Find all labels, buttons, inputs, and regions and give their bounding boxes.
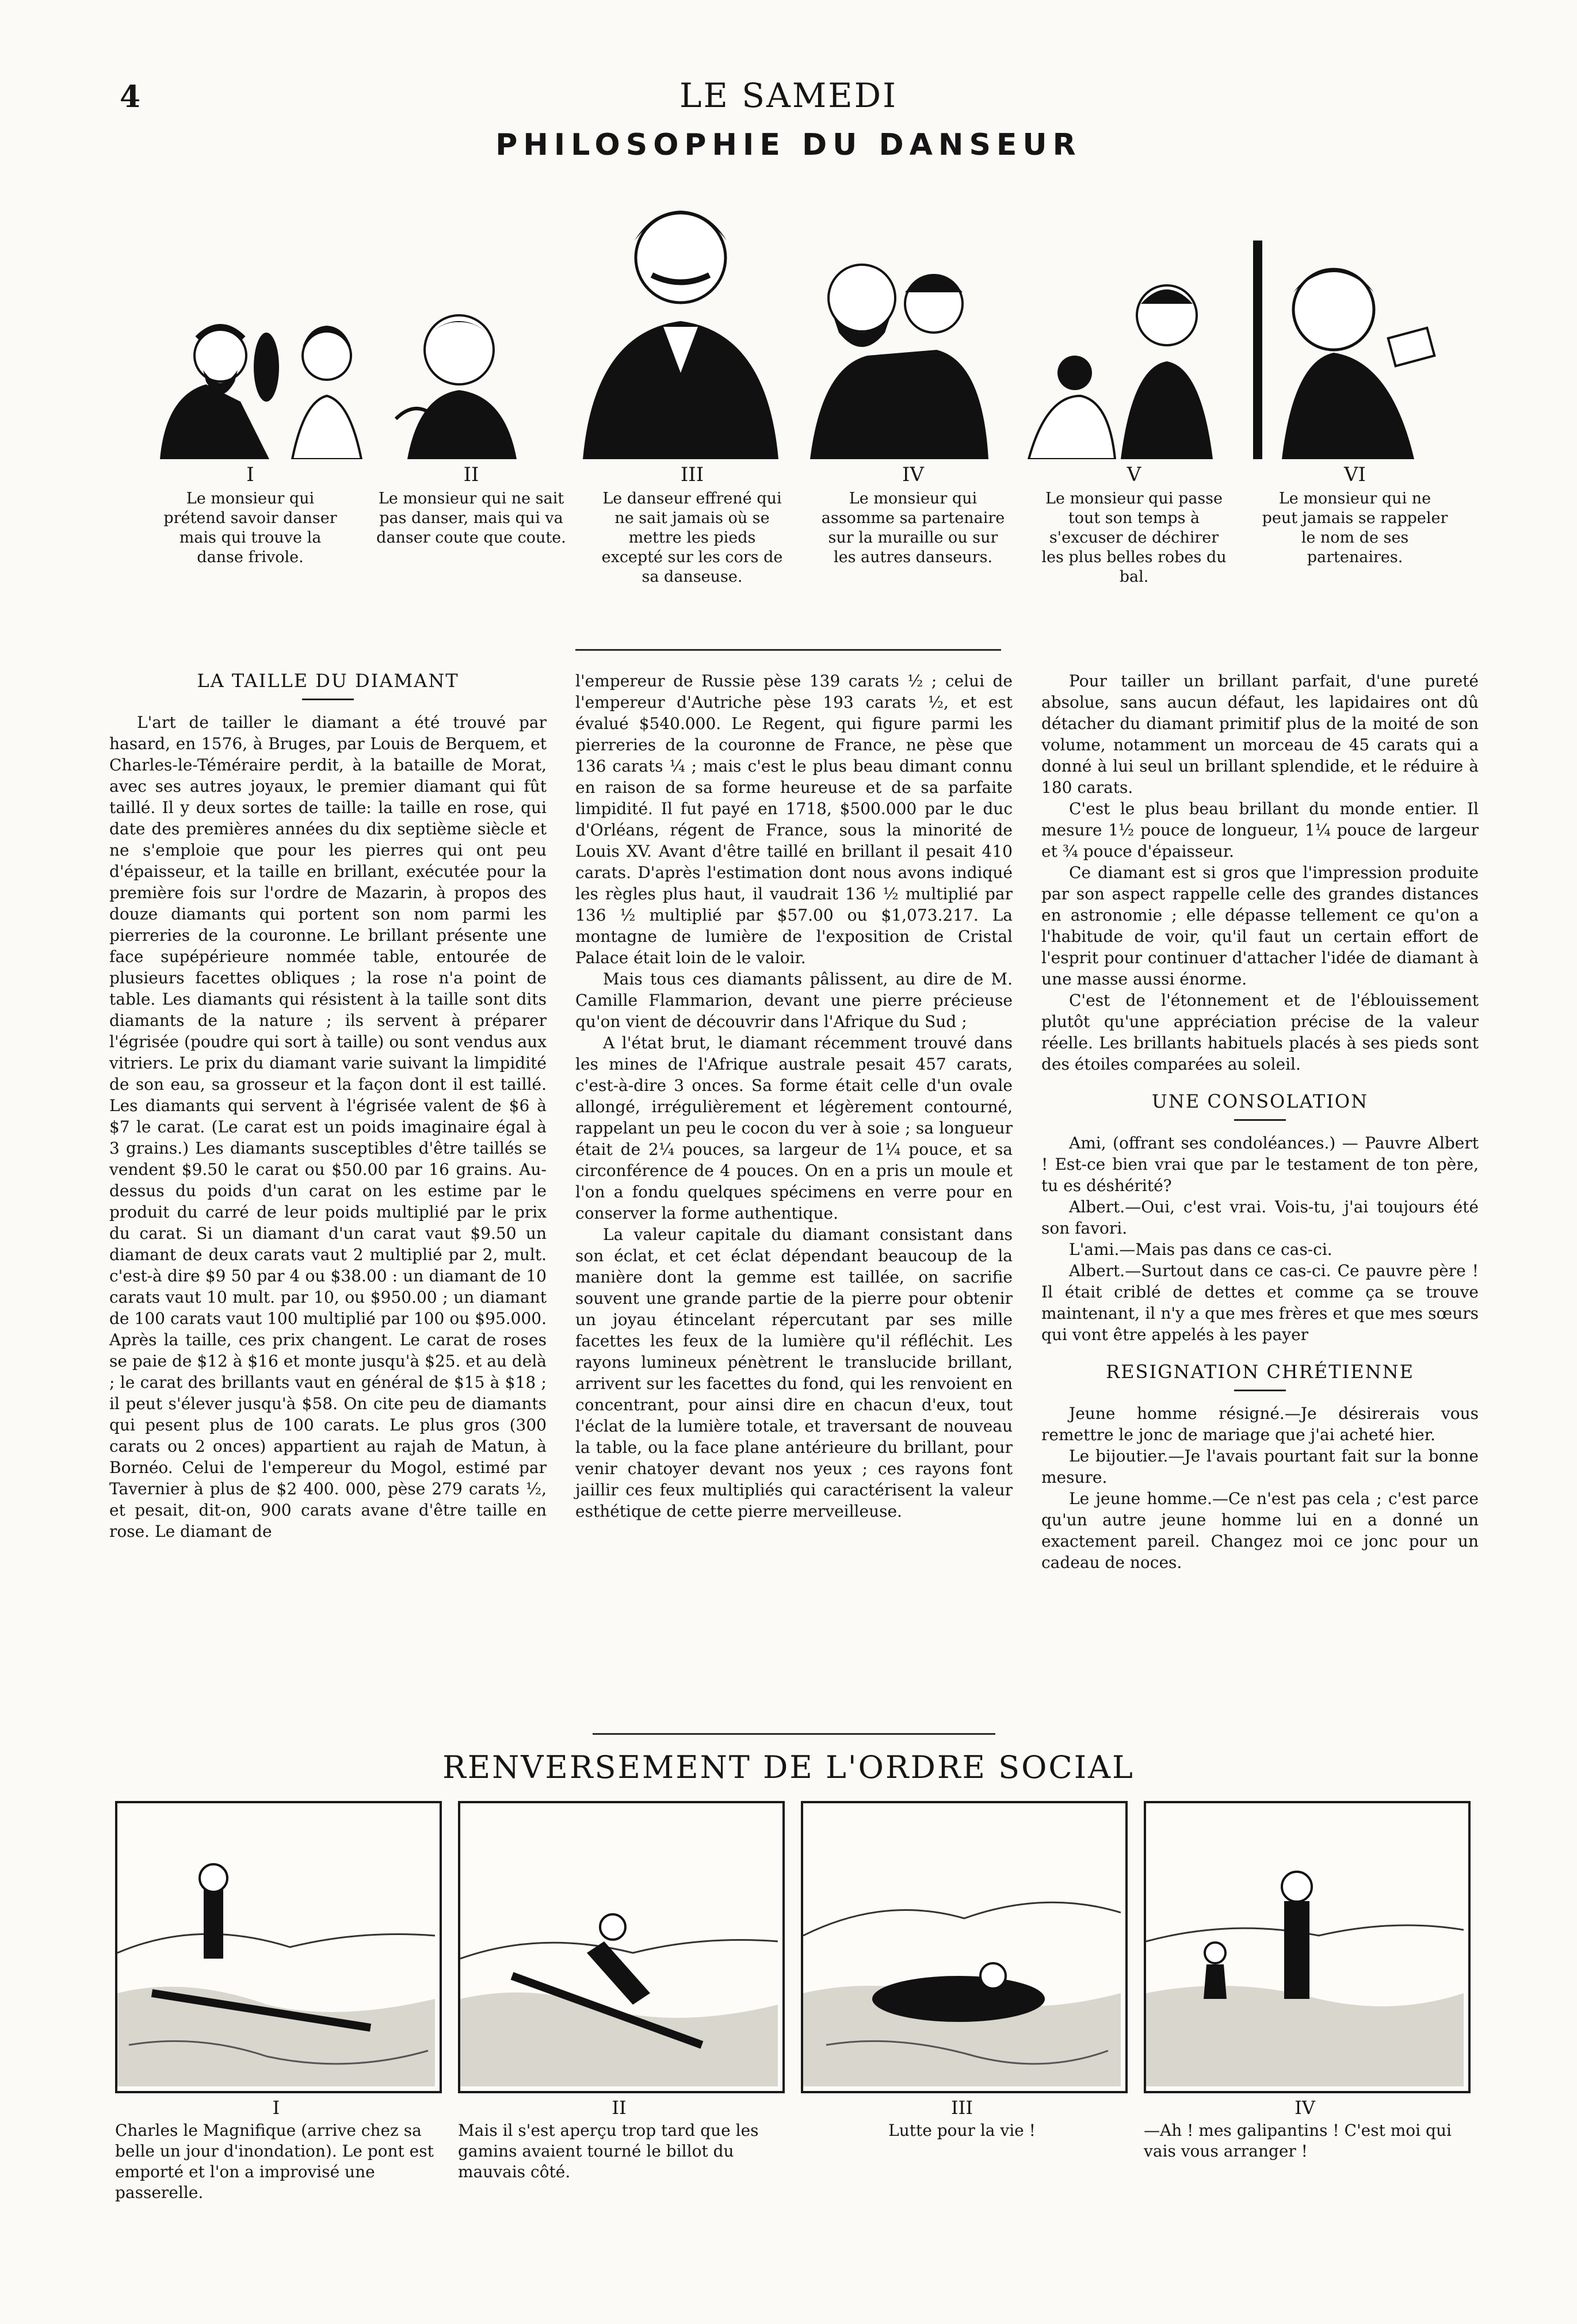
dialogue-line: Le bijoutier.—Je l'avais pourtant fait sur la bonne mesure. (1041, 1447, 1479, 1487)
caption-numeral: II (463, 463, 479, 486)
caption-numeral: II (612, 2097, 627, 2119)
resignation-heading: RESIGNATION CHRÉTIENNE (1106, 1361, 1414, 1383)
panel-caption-2 (458, 2097, 780, 2182)
caption-numeral: III (680, 463, 704, 486)
section-rule (593, 1733, 995, 1735)
caption-text: —Ah ! mes galipantins ! C'est moi qui vais vous arranger ! (1144, 2121, 1452, 2161)
dancer-figure-6 (1247, 229, 1449, 459)
dancer-figure-1 (154, 269, 384, 459)
dialogue-line: L'ami.—Mais pas dans ce cas-ci. (1069, 1240, 1332, 1259)
dialogue-line: Jeune homme résigné.—Je désirerais vous remettre le jonc de mariage que j'ai acheté hier. (1041, 1404, 1479, 1444)
caption-numeral: I (272, 2097, 280, 2119)
article-paragraph: l'empereur de Russie pèse 139 carats ½ ; celui de l'empereur d'Autriche pèse 193 carats ½, et est évalué $540.000. Le Regent, qui figure parmi les pierreries de la couronne de France, ne pèse que 136 carats ¼ ; mais c'est le plus beau dimant connu en raison de sa forme heureuse et de sa parfaite limpidité. Il fut payé en 1718, $500.000 par le duc d'Orléans, régent de France, sous la minorité de Louis XV. Avant d'être taillé en brillant il pesait 410 carats. D'après l'estimation dont nous avons indiqué les règles plus haut, il vaudrait 136 ½ multiplié par 136 ½ multiplié par $57.00 ou $1,073.217. La montagne de lumière de l'exposition de Cristal Palace était loin de le valoir. (575, 671, 1013, 967)
heading-rule (1234, 1390, 1286, 1391)
article-paragraph: Ce diamant est si gros que l'impression produite par son aspect rappelle celle des grandes distances en astronomie ; elle dépasse tellement ce qu'on a l'habitude de voir, qu'il faut un certain effort de l'esprit pour continuer d'attacher l'idée de diamant à une masse aussi énorme. (1041, 863, 1479, 989)
article-column-1 (109, 670, 547, 1542)
caption-text: Le monsieur qui ne peut jamais se rappeler le nom de ses partenaires. (1262, 490, 1448, 566)
comic-panel-3 (801, 1801, 1128, 2093)
panel-caption-4 (1144, 2097, 1466, 2162)
panel-illustration-1 (117, 1803, 435, 2086)
danseur-captions (155, 465, 1450, 638)
caption-numeral: V (1127, 463, 1141, 486)
comic-panel-1 (115, 1801, 442, 2093)
caption-text: Charles le Magnifique (arrive chez sa belle un jour d'inondation). Le pont est emporté et l'on a improvisé une passerelle. (115, 2121, 434, 2202)
danseur-caption-1 (155, 465, 345, 567)
caption-text: Le danseur effrené qui ne sait jamais où se mettre les pieds excepté sur les cors de sa danseuse. (601, 490, 783, 586)
dancer-figure-2 (373, 287, 563, 459)
danseur-caption-3 (597, 465, 787, 587)
dialogue-line: Le jeune homme.—Ce n'est pas cela ; c'est parce qu'un autre jeune homme lui en a donné un exactement pareil. Changez moi ce jonc pour un cadeau de noces. (1041, 1489, 1479, 1572)
caption-text: Le monsieur qui passe tout son temps à s'excuser de déchirer les plus belles robes du bal. (1041, 490, 1227, 586)
dialogue-line: Albert.—Oui, c'est vrai. Vois-tu, j'ai toujours été son favori. (1041, 1197, 1479, 1238)
panel-illustration-2 (460, 1803, 778, 2086)
caption-numeral: III (951, 2097, 973, 2119)
masthead: LE SAMEDI (679, 76, 898, 115)
caption-numeral: IV (1295, 2097, 1315, 2119)
heading-rule (302, 699, 354, 700)
panel-caption-1 (115, 2097, 437, 2203)
article-paragraph: La valeur capitale du diamant consistant dans son éclat, et cet éclat dépendant beaucoup de la manière dont la gemme est taillée, on sacrifie souvent une grande partie de la pierre pour obtenir un joyau étincelant répercutant par ses mille facettes les feux de la lumière qu'il réfléchit. Les rayons lumineux pénètrent le translucide brillant, arrivent sur les facettes du fond, qui les renvoient en concentrant, pour ainsi dire en chacun d'eux, tout l'éclat de la lumière totale, et traversant de nouveau la table, ou la face plane antérieure du brillant, pour venir chatoyer devant nos yeux ; ces rayons font jaillir ces feux multipliés qui caractérisent la valeur esthétique de cette pierre merveilleuse. (575, 1225, 1013, 1521)
caption-text: Lutte pour la vie ! (888, 2121, 1036, 2140)
caption-text: Mais il s'est aperçu trop tard que les gamins avaient tourné le billot du mauvais côté. (458, 2121, 759, 2181)
caption-text: Le monsieur qui ne sait pas danser, mais qui va danser coute que coute. (376, 490, 566, 547)
caption-numeral: VI (1344, 463, 1366, 486)
dancer-figure-5 (1006, 252, 1236, 459)
danseur-caption-5 (1039, 465, 1229, 587)
page-number: 4 (120, 79, 141, 115)
renversement-title: RENVERSEMENT DE L'ORDRE SOCIAL (442, 1749, 1135, 1785)
column-rule (575, 649, 1001, 651)
danseur-caption-2 (376, 465, 566, 548)
article-paragraph: C'est le plus beau brillant du monde entier. Il mesure 1½ pouce de longueur, 1¼ pouce de largeur et ¾ pouce d'épaisseur. (1041, 799, 1479, 861)
article-paragraph: A l'état brut, le diamant récemment trouvé dans les mines de l'Afrique australe pesait 457 carats, c'est-à-dire 3 onces. Sa forme était celle d'un ovale allongé, irrégulièrement et légèrement contourné, rappelant un peu le cocon du ver à soie ; sa longueur était de 2¼ pouces, sa largeur de 1¼ pouce, et sa circonférence de 4 pouces. On en a pris un moule et l'on a fondu quelques spécimens en verre pour en conserver la forme authentique. (575, 1033, 1013, 1223)
caption-numeral: IV (902, 463, 924, 486)
article-paragraph: L'art de tailler le diamant a été trouvé par hasard, en 1576, à Bruges, par Louis de Berquem, et Charles-le-Téméraire perdit, à la bataille de Morat, avec ses autres joyaux, le premier diamant qui fût taillé. Il y deux sortes de taille: la taille en rose, qui date des premières années du dix septième siècle et ne s'emploie que pour les pierres qui ont peu d'épaisseur, et la taille en brillant, exécutée pour la première fois sur l'ordre de Mazarin, à propos des douze diamants qui portent son nom parmi les pierreries de la couronne. Le brillant présente une face supépérieure nommée table, entourée de plusieurs facettes obliques ; la rose n'a point de table. Les diamants qui résistent à la taille sont dits diamants de la nature ; ils servent à préparer l'égrisée (poudre qui sort à taille) ou sont vendus aux vitriers. Le prix du diamant varie suivant la limpidité de son eau, sa grosseur et la façon dont il est taillé. Les diamants qui servent à l'égrisée valent de $6 à $7 le carat. (Le carat est un poids imaginaire égal à 3 grains.) Les diamants susceptibles d'être taillés se vendent $9.50 le carat ou $50.00 par 16 grains. Au-dessus du poids d'un carat on les estime par le produit du carré de leur poids multiplié par le prix du carat. Si un diamant d'un carat vaut $9.50 un diamant de deux carats vaut 2 multiplié par 2, mult. c'est-à dire $9 50 par 4 ou $38.00 : un diamant de 10 carats vaut 10 mult. par 10, ou $950.00 ; un diamant de 100 carats vaut 100 multiplié par 100 ou $95.000. Après la taille, ces prix changent. Le carat de roses se paie de $12 à $16 et monte jusqu'à $25. et au delà ; le carat des brillants vaut en général de $15 à $18 ; il peut s'élever jusqu'à $58. On cite peu de diamants qui pesent plus de 100 carats. Le plus gros (300 carats ou 2 onces) appartient au rajah de Matun, à Bornéo. Celui de l'empereur du Mogol, estimé par Tavernier à plus de $2 400. 000, pèse 279 carats ½, et pesait, dit-on, 900 carats avane d'être taille en rose. Le diamant de (109, 713, 547, 1541)
consolation-heading: UNE CONSOLATION (1151, 1090, 1369, 1112)
heading-rule (1234, 1119, 1286, 1121)
panel-illustration-4 (1146, 1803, 1464, 2086)
panel-illustration-3 (803, 1803, 1121, 2086)
article-paragraph: Mais tous ces diamants pâlissent, au dire de M. Camille Flammarion, devant une pierre précieuse qu'on vient de découvrir dans l'Afrique du Sud ; (575, 970, 1013, 1031)
danseur-illustration-strip (154, 183, 1449, 459)
comic-panel-2 (458, 1801, 785, 2093)
caption-numeral: I (246, 463, 254, 486)
dancer-figure-4 (793, 229, 1000, 459)
caption-text: Le monsieur qui assomme sa partenaire sur la muraille ou sur les autres danseurs. (821, 490, 1005, 566)
dialogue-line: Albert.—Surtout dans ce cas-ci. Ce pauvre père ! Il était criblé de dettes et comme ça se trouve maintenant, il n'y a que mes frères et que mes sœurs qui vont être appelés à les payer (1041, 1261, 1479, 1344)
dancer-figure-3 (571, 183, 790, 459)
page-title: PHILOSOPHIE DU DANSEUR (495, 128, 1082, 162)
article-paragraph: C'est de l'étonnement et de l'éblouissement plutôt qu'une appréciation précise de la valeur réelle. Les brillants habituels placés à ses pieds sont des étoiles comparées au soleil. (1041, 991, 1479, 1074)
caption-text: Le monsieur qui prétend savoir danser mais qui trouve la danse frivole. (163, 490, 337, 566)
article-heading: LA TAILLE DU DIAMANT (197, 670, 459, 692)
article-column-2 (575, 670, 1013, 1522)
panel-caption-3 (801, 2097, 1123, 2141)
article-paragraph: Pour tailler un brillant parfait, d'une pureté absolue, sans aucun défaut, les lapidaires ont dû détacher du diamant primitif plus de la moité de son volume, notamment un morceau de 45 carats qui a donné à lui seul un brillant splendide, et le réduire à 180 carats. (1041, 671, 1479, 797)
dialogue-line: Ami, (offrant ses condoléances.) — Pauvre Albert ! Est-ce bien vrai que par le testament de ton père, tu es déshérité? (1041, 1134, 1479, 1195)
comic-panel-4 (1144, 1801, 1471, 2093)
article-column-3 (1041, 670, 1479, 1573)
danseur-caption-4 (818, 465, 1008, 567)
danseur-caption-6 (1260, 465, 1450, 567)
